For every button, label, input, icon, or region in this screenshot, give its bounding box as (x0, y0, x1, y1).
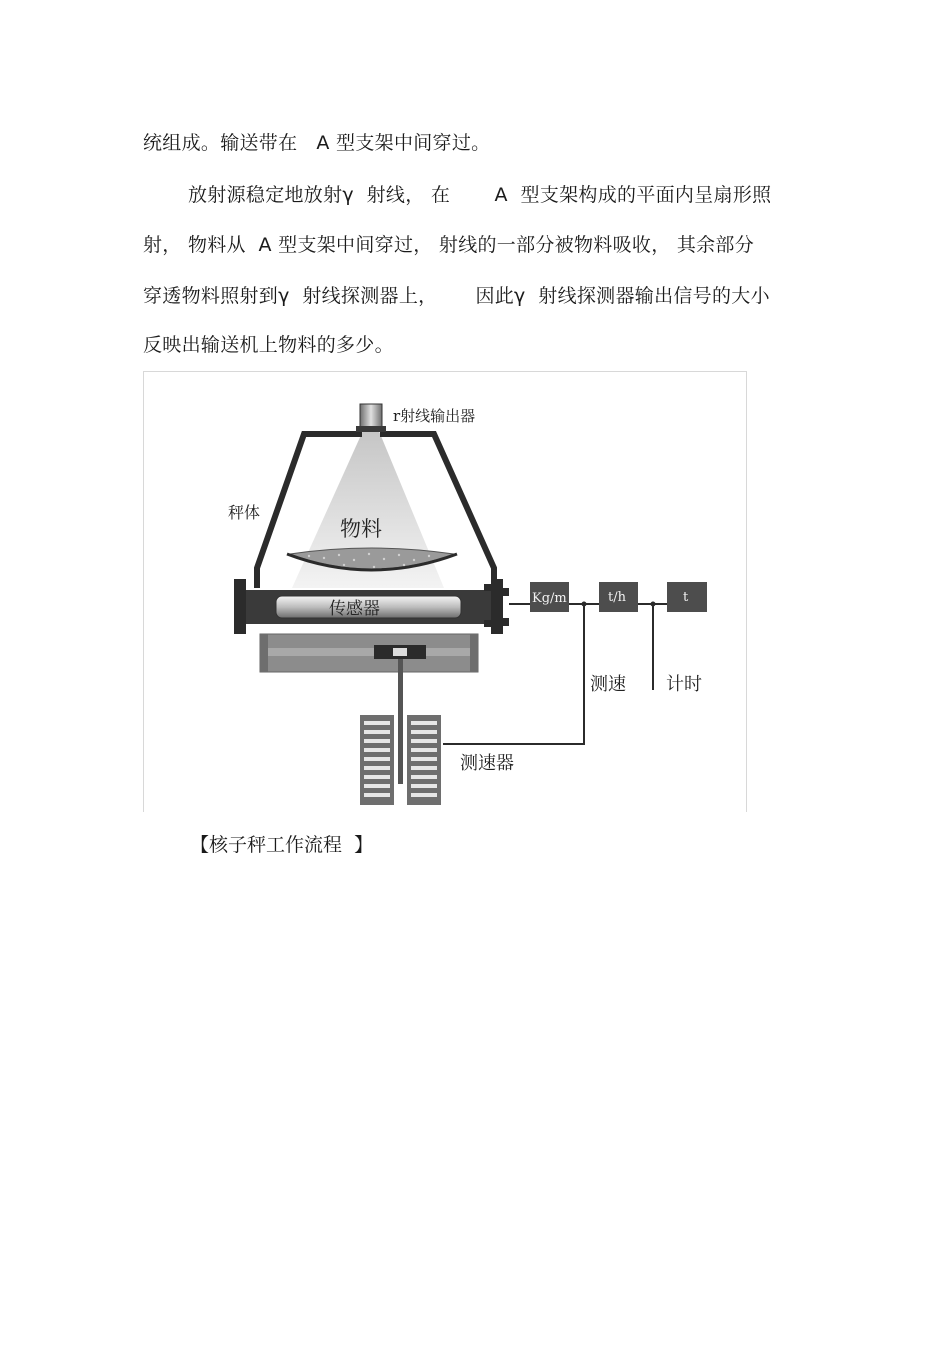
figure-caption: 【核子秤工作流程 】 (190, 834, 374, 856)
gamma-emitter (360, 404, 382, 428)
speed-sensor-rod (398, 659, 403, 784)
paragraph-line-3: 射， 物料从 A 型支架中间穿过， 射线的一部分被物料吸收， 其余部分 (143, 234, 755, 256)
sensor-end-left (234, 579, 246, 634)
paragraph-line-5: 反映出输送机上物料的多少。 (143, 334, 394, 356)
wire-speed-feedback (443, 604, 584, 744)
label-scale-body: 秤体 (228, 503, 261, 522)
label-box-t: t (683, 590, 689, 605)
paragraph-line-4: 穿透物料照射到γ 射线探测器上， 因此γ 射线探测器输出信号的大小 (143, 285, 770, 307)
diagram-canvas (144, 372, 746, 812)
label-sensor: 传感器 (329, 599, 380, 619)
label-speed-sensor: 测速器 (460, 753, 514, 774)
label-speed-measure: 测速 (590, 674, 626, 695)
label-box-th: t/h (608, 590, 626, 605)
label-box-kgm: Kg/m (532, 591, 567, 606)
nuclear-scale-diagram (143, 371, 747, 812)
label-gamma-output: r射线输出器 (393, 407, 476, 425)
label-material: 物料 (340, 517, 382, 541)
paragraph-line-1: 统组成。输送带在 A 型支架中间穿过。 (143, 132, 491, 154)
sensor-end-right (491, 579, 503, 634)
paragraph-line-2: 放射源稳定地放射γ 射线， 在 A 型支架构成的平面内呈扇形照 (188, 184, 772, 206)
label-timing: 计时 (666, 674, 702, 695)
